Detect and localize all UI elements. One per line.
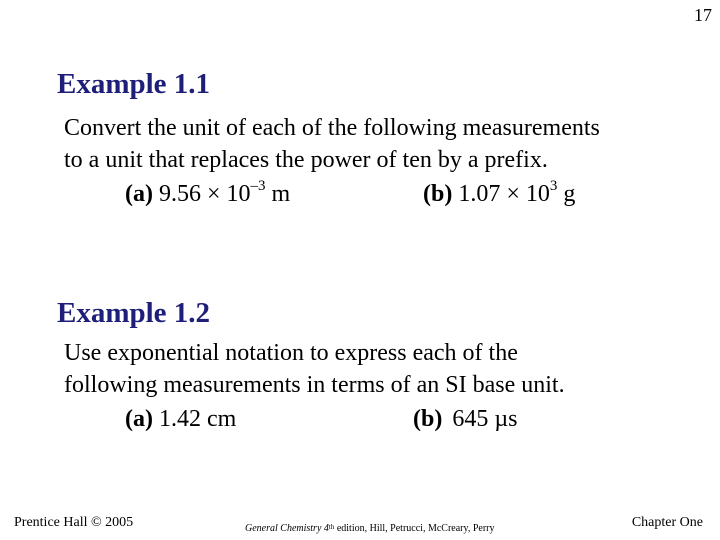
example-2-part-b [413, 406, 518, 433]
footer-chapter: Chapter One [631, 515, 703, 530]
footer-book-title: General Chemistry 4 [245, 523, 329, 534]
example-1-part-b [423, 178, 576, 208]
part-a-label: (a) [125, 181, 153, 207]
part-b-label: (b) [413, 406, 443, 432]
part-b-exponent: 3 [549, 178, 558, 194]
part-b-label: (b) [423, 181, 453, 207]
example-1-part-a [125, 178, 291, 208]
example-1-title: Example 1.1 [57, 68, 211, 100]
example-1-text [64, 112, 600, 176]
footer-book-authors: edition, Hill, Petrucci, McCreary, Perry [334, 523, 495, 534]
example-2-line-1: Use exponential notation to express each of the [64, 340, 518, 366]
example-2-line-2: following measurements in terms of an SI base unit. [64, 372, 565, 398]
example-2-text [64, 337, 565, 401]
footer-publisher: Prentice Hall © 2005 [14, 515, 134, 530]
part-b-unit: g [563, 181, 576, 207]
part-a-label: (a) [125, 406, 153, 432]
example-2-title: Example 1.2 [57, 297, 211, 329]
part-b-value: 645 µs [452, 406, 518, 432]
page-number: 17 [694, 5, 712, 25]
part-b-base: 1.07 × 10 [458, 181, 550, 207]
part-a-base: 9.56 × 10 [158, 181, 251, 207]
part-a-value: 1.42 cm [158, 406, 237, 432]
part-a-exponent: –3 [250, 178, 266, 194]
part-a-unit: m [271, 181, 291, 207]
example-2-part-a [125, 406, 236, 433]
footer-book-reference [245, 523, 495, 534]
example-1-line-2: to a unit that replaces the power of ten by a prefix. [64, 147, 548, 173]
footer-book-edition-sup: th [328, 523, 335, 531]
example-1-line-1: Convert the unit of each of the following measurements [64, 115, 600, 141]
